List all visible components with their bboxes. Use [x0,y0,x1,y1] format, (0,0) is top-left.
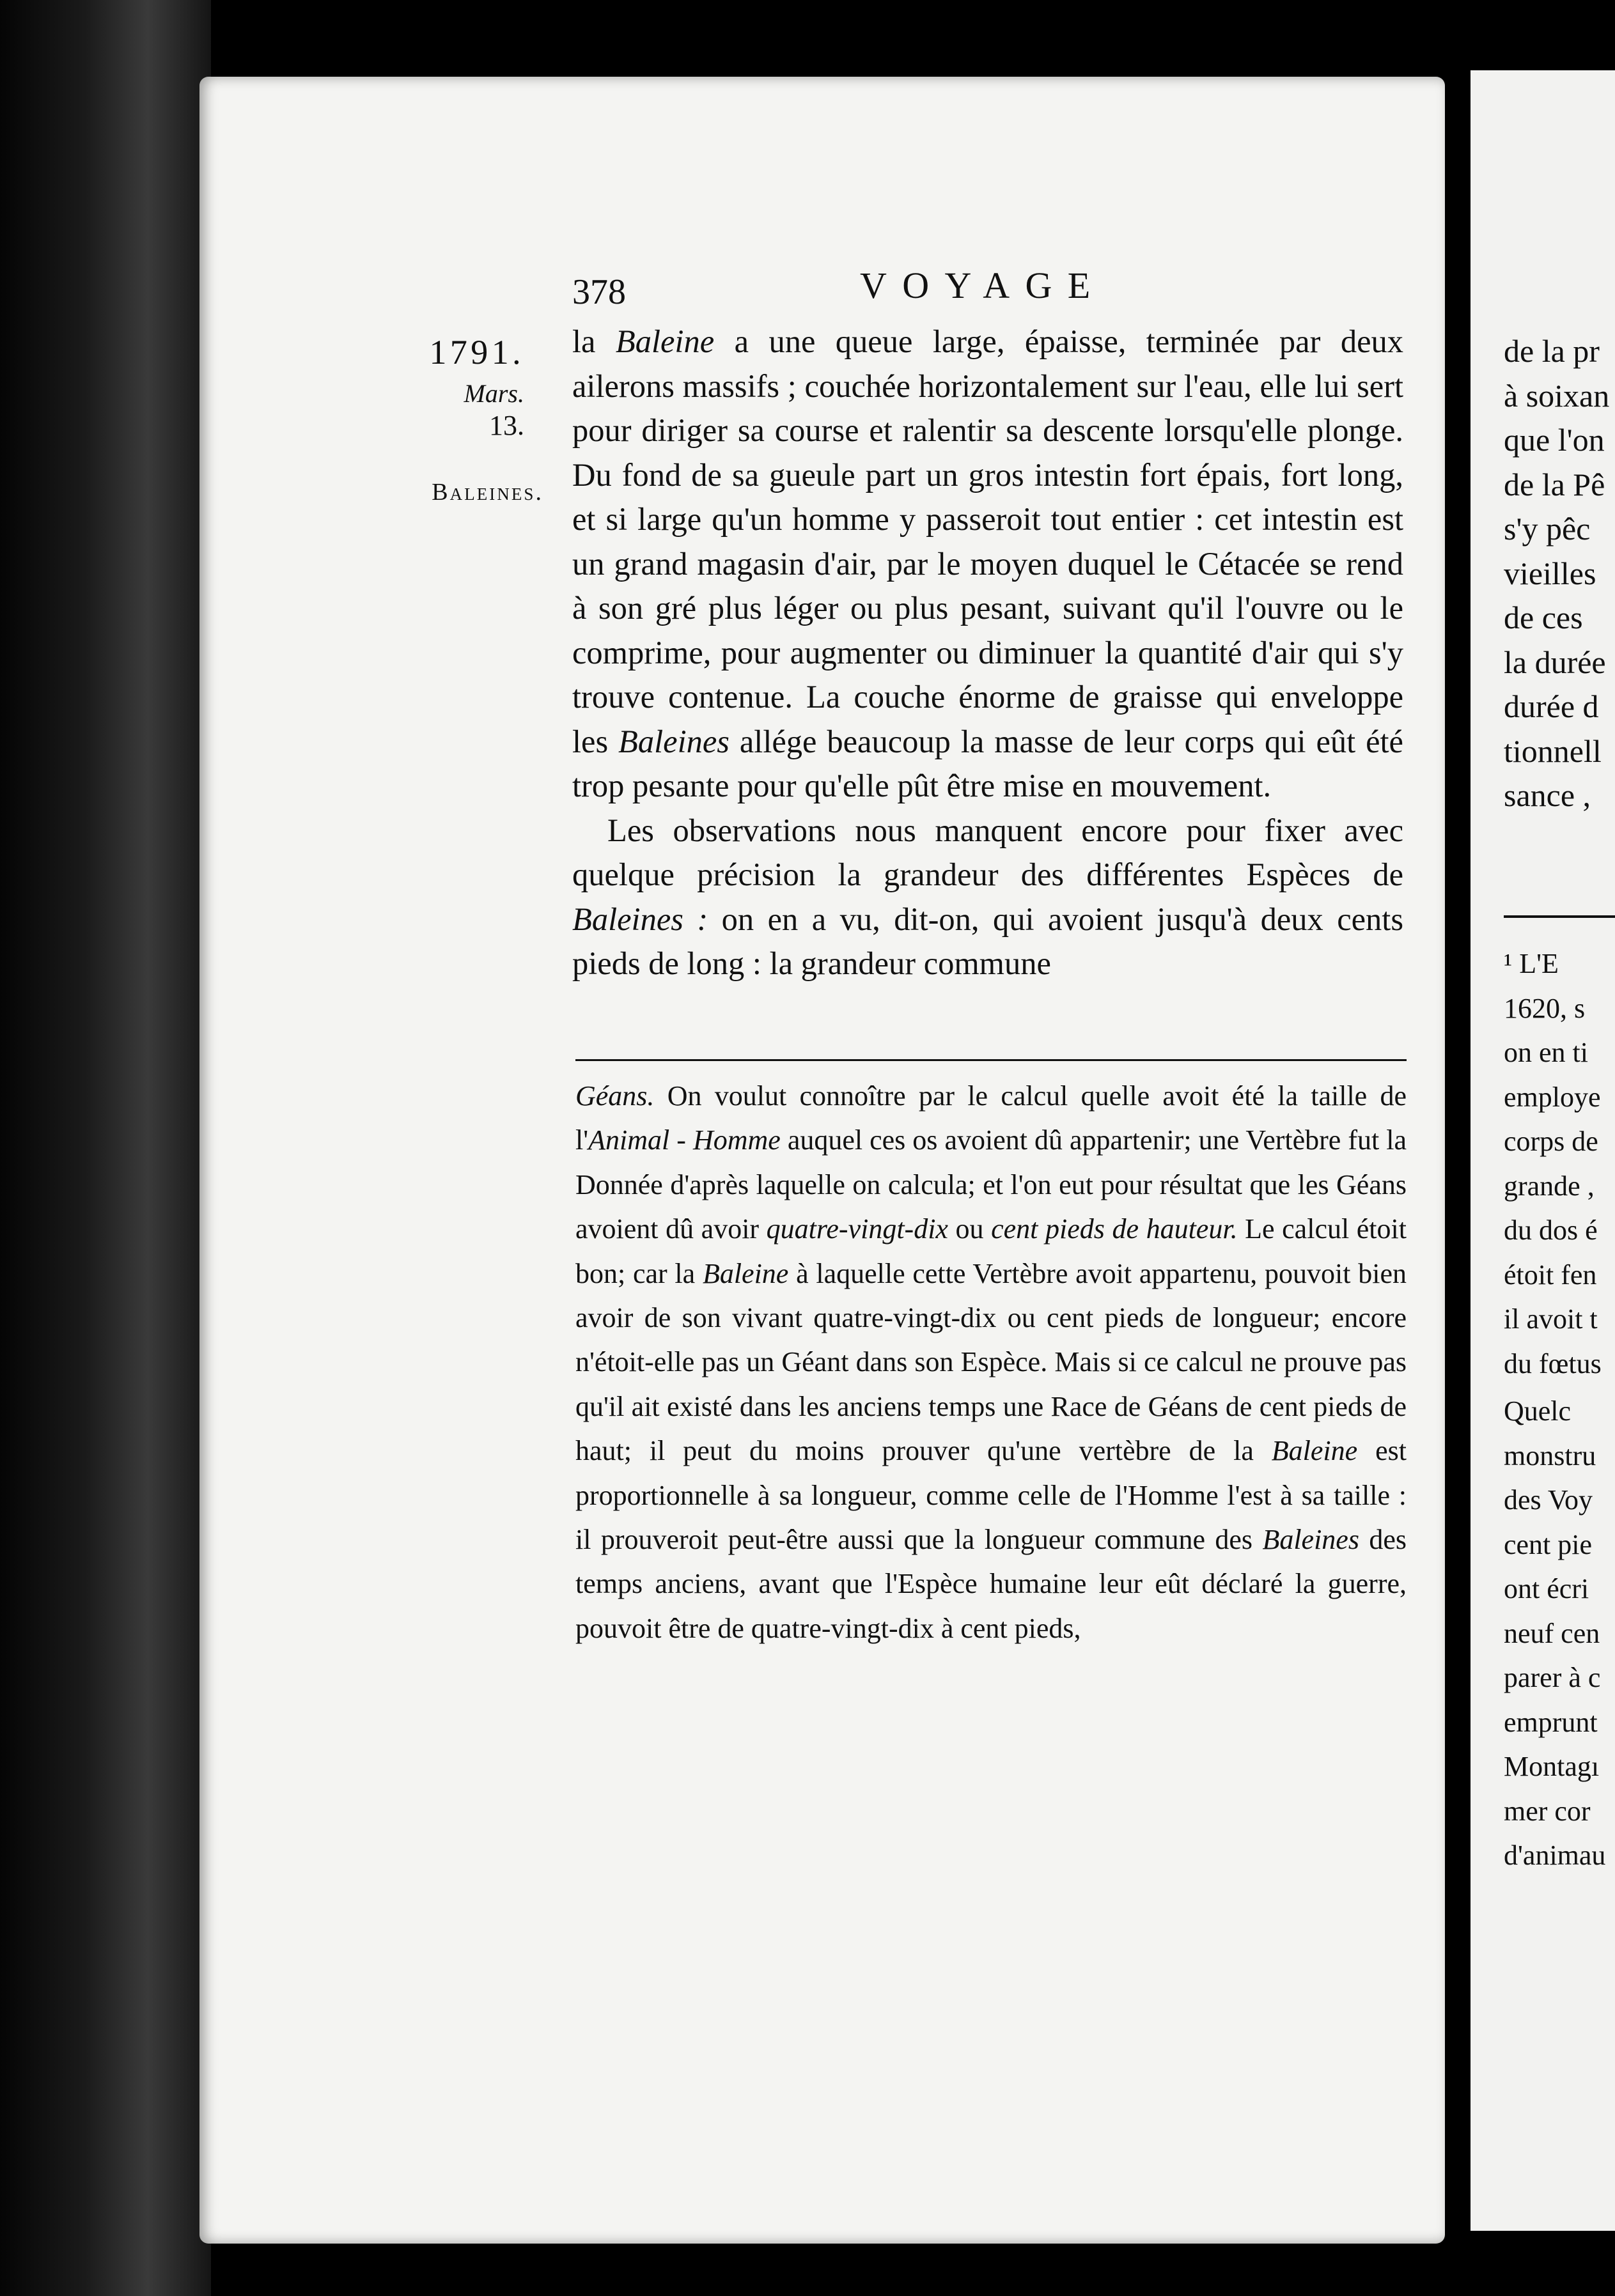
next-page-line: du fœtus [1504,1347,1602,1379]
margin-year: 1791. [429,333,524,371]
footnote-rule-right [1504,915,1615,918]
next-page-line: corps de [1504,1126,1598,1157]
next-page-line: Quelc [1504,1395,1572,1427]
next-page-line: sance , [1504,777,1591,813]
margin-month: Mars. [464,379,524,408]
next-page-line: que l'on [1504,422,1605,458]
next-page-line: il avoit t [1504,1303,1598,1335]
page-right-partial [1471,70,1615,2231]
footnote-text: Géans. On voulut connoître par le calcul quelle avoit été la taille de l'Animal - Homme auquel ces os avoient dû appartenir; une Vertèbre fut la Donnée d'après laquelle on calcula; et l'on eut pour résultat que les Géans avoient dû avoir quatre-vingt-dix ou cent pieds de hauteur. Le calcul étoit bon; car la Baleine à laquelle cette Vertèbre avoit appartenu, pouvoit bien avoir de son vivant quatre-vingt-dix ou cent pieds de longueur; encore n'étoit-elle pas un Géant dans son Espèce. Mais si ce calcul ne prouve pas qu'il ait existé dans les anciens temps une Race de Géans de cent pieds de haut; il peut du moins prouver qu'une vertèbre de la Baleine est proportionnelle à sa longueur, comme celle de l'Homme l'est à sa taille : il prouveroit peut-être aussi que la longueur commune des Baleines des temps anciens, avant que l'Espèce humaine leur eût déclaré la guerre, pouvoit être de quatre-vingt-dix à cent pieds, [575,1080,1407,1644]
next-page-line: monstru [1504,1439,1596,1471]
next-page-line: parer à c [1504,1662,1601,1693]
next-page-line: la durée [1504,644,1606,680]
paragraph-1: la Baleine a une queue large, épaisse, terminée par deux ailerons massifs ; couchée horizontalement sur l'eau, elle lui sert pour diriger sa course et ralentir sa descente lorsqu'elle plonge. Du fond de sa gueule part un gros intestin fort épais, fort long, et si large qu'un homme y passeroit tout entier : cet intestin est un grand magasin d'air, par le moyen duquel le Cétacée se rend à son gré plus léger ou plus pesant, suivant qu'il l'ouvre ou le comprime, pour augmenter ou diminuer la quantité d'air qui s'y trouve contenue. La couche énorme de graisse qui enveloppe les Baleines allége beaucoup la masse de leur corps qui eût été trop pesante pour qu'elle pût être mise en mouvement. [572,323,1403,803]
margin-topic: Baleines. [432,479,543,506]
next-page-line: grande , [1504,1170,1595,1202]
next-page-line: neuf cen [1504,1617,1600,1649]
next-page-line: s'y pêc [1504,511,1591,547]
next-page-line: de ces [1504,600,1583,635]
margin-day: 13. [489,410,524,441]
footnote-rule [575,1059,1407,1061]
next-page-line: des Voy [1504,1484,1593,1516]
next-page-line: tionnell [1504,733,1602,769]
next-page-line: cent pie [1504,1528,1593,1560]
next-page-line: de la pr [1504,333,1600,369]
next-page-line: emprunt [1504,1706,1598,1738]
footnote [575,1074,1407,1650]
next-page-line: mer cor [1504,1795,1591,1827]
next-page-line: à soixan [1504,377,1610,414]
next-page-line: employe [1504,1081,1601,1113]
paragraph-2: Les observations nous manquent encore pour fixer avec quelque précision la grandeur des différentes Espèces de Baleines : on en a vu, dit-on, qui avoient jusqu'à deux cents pieds de long : la grandeur commune [572,812,1403,981]
main-text [572,320,1403,986]
next-page-line: du dos é [1504,1214,1598,1246]
next-page-line: ¹ L'E [1504,948,1559,979]
next-page-line: vieilles [1504,555,1596,591]
next-page-line: 1620, s [1504,992,1586,1024]
next-page-line: durée d [1504,688,1599,724]
next-page-line: étoit fen [1504,1259,1597,1291]
next-page-line: Montagı [1504,1751,1600,1782]
book-left-edge [0,0,211,2296]
next-page-line: d'animau [1504,1840,1606,1871]
next-page-line: ont écri [1504,1573,1589,1604]
running-title: VOYAGE [860,265,1106,306]
next-page-line: on en ti [1504,1037,1588,1068]
next-page-line: de la Pê [1504,466,1605,502]
page-number: 378 [572,272,626,312]
